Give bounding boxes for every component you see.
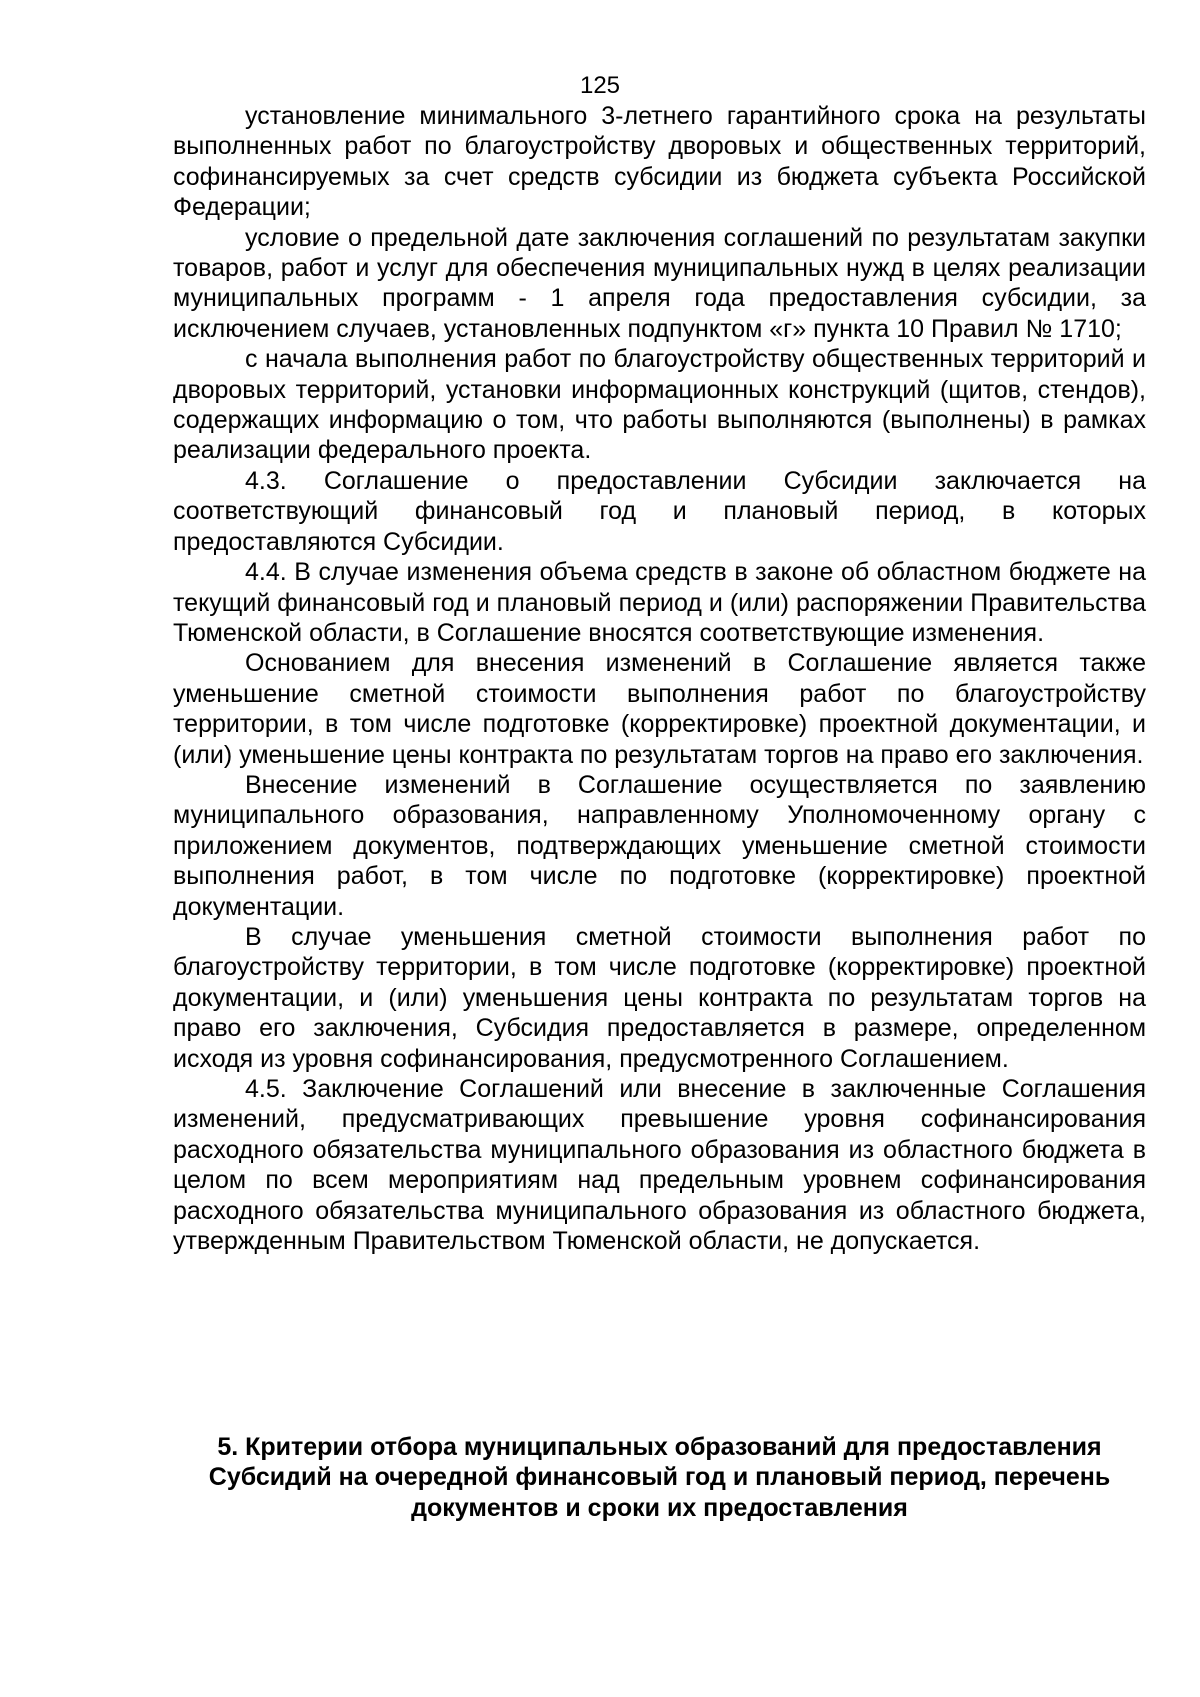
- paragraph-grounds-for-changes: Основанием для внесения изменений в Соглашение является также уменьшение сметной стоимости выполнения работ по благоустройству территории, в том числе подготовке (корректировке) проектной документации, и (или) уменьшение цены контракта по результатам торгов на право его заключения.: [173, 649, 1146, 769]
- section-heading: 5. Критерии отбора муниципальных образований для предоставления Субсидий на очередной финансовый год и плановый период, перечень документов и сроки их предоставления: [208, 1433, 1111, 1522]
- page-number: 125: [579, 72, 621, 99]
- paragraph-cost-reduction: В случае уменьшения сметной стоимости выполнения работ по благоустройству территории, в том числе подготовке (корректировке) проектной документации, и (или) уменьшения цены контракта по результатам торгов на право его заключения, Субсидия предоставляется в размере, определенном исходя из уровня софинансирования, предусмотренного Соглашением.: [173, 922, 1146, 1073]
- paragraph-clause-4-5: 4.5. Заключение Соглашений или внесение в заключенные Соглашения изменений, предусматривающих превышение уровня софинансирования расходного обязательства муниципального образования из областного бюджета в целом по всем мероприятиям над предельным уровнем софинансирования расходного обязательства муниципального образования из областного бюджета, утвержденным Правительством Тюменской области, не допускается.: [173, 1075, 1146, 1256]
- paragraph-warranty-period: установление минимального 3-летнего гарантийного срока на результаты выполненных работ по благоустройству дворовых и общественных территорий, софинансируемых за счет средств субсидии из бюджета субъекта Российской Федерации;: [173, 102, 1146, 222]
- document-body: [173, 101, 1146, 1256]
- paragraph-changes-procedure: Внесение изменений в Соглашение осуществляется по заявлению муниципального образования, направленному Уполномоченному органу с приложением документов, подтверждающих уменьшение сметной стоимости выполнения работ, в том числе по подготовке (корректировке) проектной документации.: [173, 770, 1146, 921]
- paragraph-clause-4-3: 4.3. Соглашение о предоставлении Субсидии заключается на соответствующий финансовый год и плановый период, в которых предоставляются Субсидии.: [173, 466, 1146, 556]
- paragraph-clause-4-4: 4.4. В случае изменения объема средств в законе об областном бюджете на текущий финансовый год и плановый период и (или) распоряжении Правительства Тюменской области, в Соглашение вносятся соответствующие изменения.: [173, 558, 1146, 647]
- paragraph-agreement-deadline: условие о предельной дате заключения соглашений по результатам закупки товаров, работ и услуг для обеспечения муниципальных нужд в целях реализации муниципальных программ - 1 апреля года предоставления субсидии, за исключением случаев, установленных подпунктом «г» пункта 10 Правил № 1710;: [173, 223, 1146, 343]
- paragraph-information-boards: с начала выполнения работ по благоустройству общественных территорий и дворовых территорий, установки информационных конструкций (щитов, стендов), содержащих информацию о том, что работы выполняются (выполнены) в рамках реализации федерального проекта.: [173, 345, 1146, 465]
